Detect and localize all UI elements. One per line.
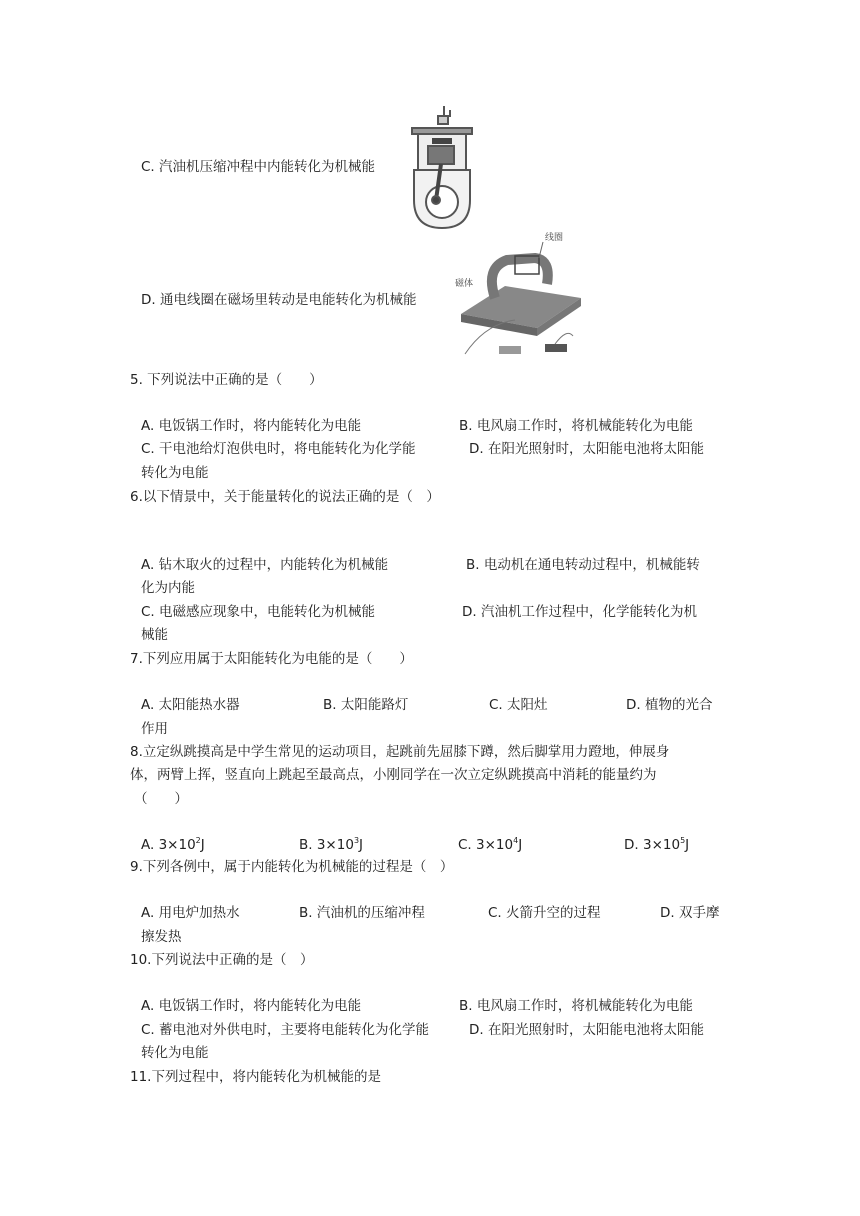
q10-option-c: C. 蓄电池对外供电时，主要将电能转化为化学能	[141, 1022, 430, 1038]
option-d-text: D. 通电线圈在磁场里转动是电能转化为机械能	[141, 292, 417, 308]
q8-option-c: C. $3\times 10^4J$	[458, 836, 523, 853]
q11-stem: 11.下列过程中，将内能转化为机械能的是	[130, 1069, 381, 1085]
q8-option-d: D. $3\times 10^5J$	[624, 836, 690, 853]
q7-option-a: A. 太阳能热水器	[141, 697, 240, 713]
q7-option-c: C. 太阳灶	[489, 697, 548, 713]
q6-option-a: A. 钻木取火的过程中，内能转化为机械能	[141, 557, 389, 573]
q5-option-b: B. 电风扇工作时，将机械能转化为电能	[459, 418, 693, 434]
q8-option-a: A. $3\times 10^2J$	[141, 836, 205, 853]
q6-option-c: C. 电磁感应现象中，电能转化为机械能	[141, 604, 376, 620]
magnet-label: 磁体	[455, 279, 474, 289]
q10-option-d: D. 在阳光照射时，太阳能电池将太阳能	[469, 1022, 704, 1038]
q10-option-b: B. 电风扇工作时，将机械能转化为电能	[459, 998, 693, 1014]
q5-option-a: A. 电饭锅工作时，将内能转化为电能	[141, 418, 362, 434]
q6-option-d: D. 汽油机工作过程中，化学能转化为机	[462, 604, 697, 620]
q5-option-d-cont: 转化为电能	[141, 465, 209, 481]
q9-option-d: D. 双手摩	[660, 905, 720, 921]
q10-stem: 10.下列说法中正确的是（ ）	[130, 952, 314, 968]
q9-option-c: C. 火箭升空的过程	[488, 905, 601, 921]
q7-option-d-cont: 作用	[141, 721, 168, 737]
q6-option-b: B. 电动机在通电转动过程中，机械能转	[466, 557, 700, 573]
option-c-text: C. 汽油机压缩冲程中内能转化为机械能	[141, 159, 376, 175]
q6-stem: 6.以下情景中，关于能量转化的说法正确的是（ ）	[130, 489, 440, 505]
q10-option-a: A. 电饭锅工作时，将内能转化为电能	[141, 998, 362, 1014]
q10-option-d-cont: 转化为电能	[141, 1045, 209, 1061]
q9-option-b: B. 汽油机的压缩冲程	[299, 905, 425, 921]
q5-option-d: D. 在阳光照射时，太阳能电池将太阳能	[469, 441, 704, 457]
motor-coil-figure	[455, 228, 585, 360]
q8-option-b: B. $3\times 10^3J$	[299, 836, 364, 853]
q5-stem: 5. 下列说法中正确的是（ ）	[130, 372, 323, 388]
q5-option-c: C. 干电池给灯泡供电时，将电能转化为化学能	[141, 441, 416, 457]
q8-line1: 8.立定纵跳摸高是中学生常见的运动项目，起跳前先屈膝下蹲，然后脚掌用力蹬地，伸展身	[130, 744, 670, 760]
q8-line2: 体，两臂上挥，竖直向上跳起至最高点，小刚同学在一次立定纵跳摸高中消耗的能量约为	[130, 767, 657, 783]
q9-stem: 9.下列各例中，属于内能转化为机械能的过程是（ ）	[130, 859, 454, 875]
q6-option-b-cont: 化为内能	[141, 580, 195, 596]
q9-option-d-cont: 擦发热	[141, 929, 182, 945]
q6-option-d-cont: 械能	[141, 627, 168, 643]
q7-stem: 7.下列应用属于太阳能转化为电能的是（ ）	[130, 651, 413, 667]
coil-label: 线圈	[545, 233, 564, 243]
engine-cylinder-figure	[408, 104, 476, 232]
q7-option-d: D. 植物的光合	[626, 697, 713, 713]
q7-option-b: B. 太阳能路灯	[323, 697, 409, 713]
q8-line3: （ ）	[134, 791, 188, 807]
q9-option-a: A. 用电炉加热水	[141, 905, 240, 921]
